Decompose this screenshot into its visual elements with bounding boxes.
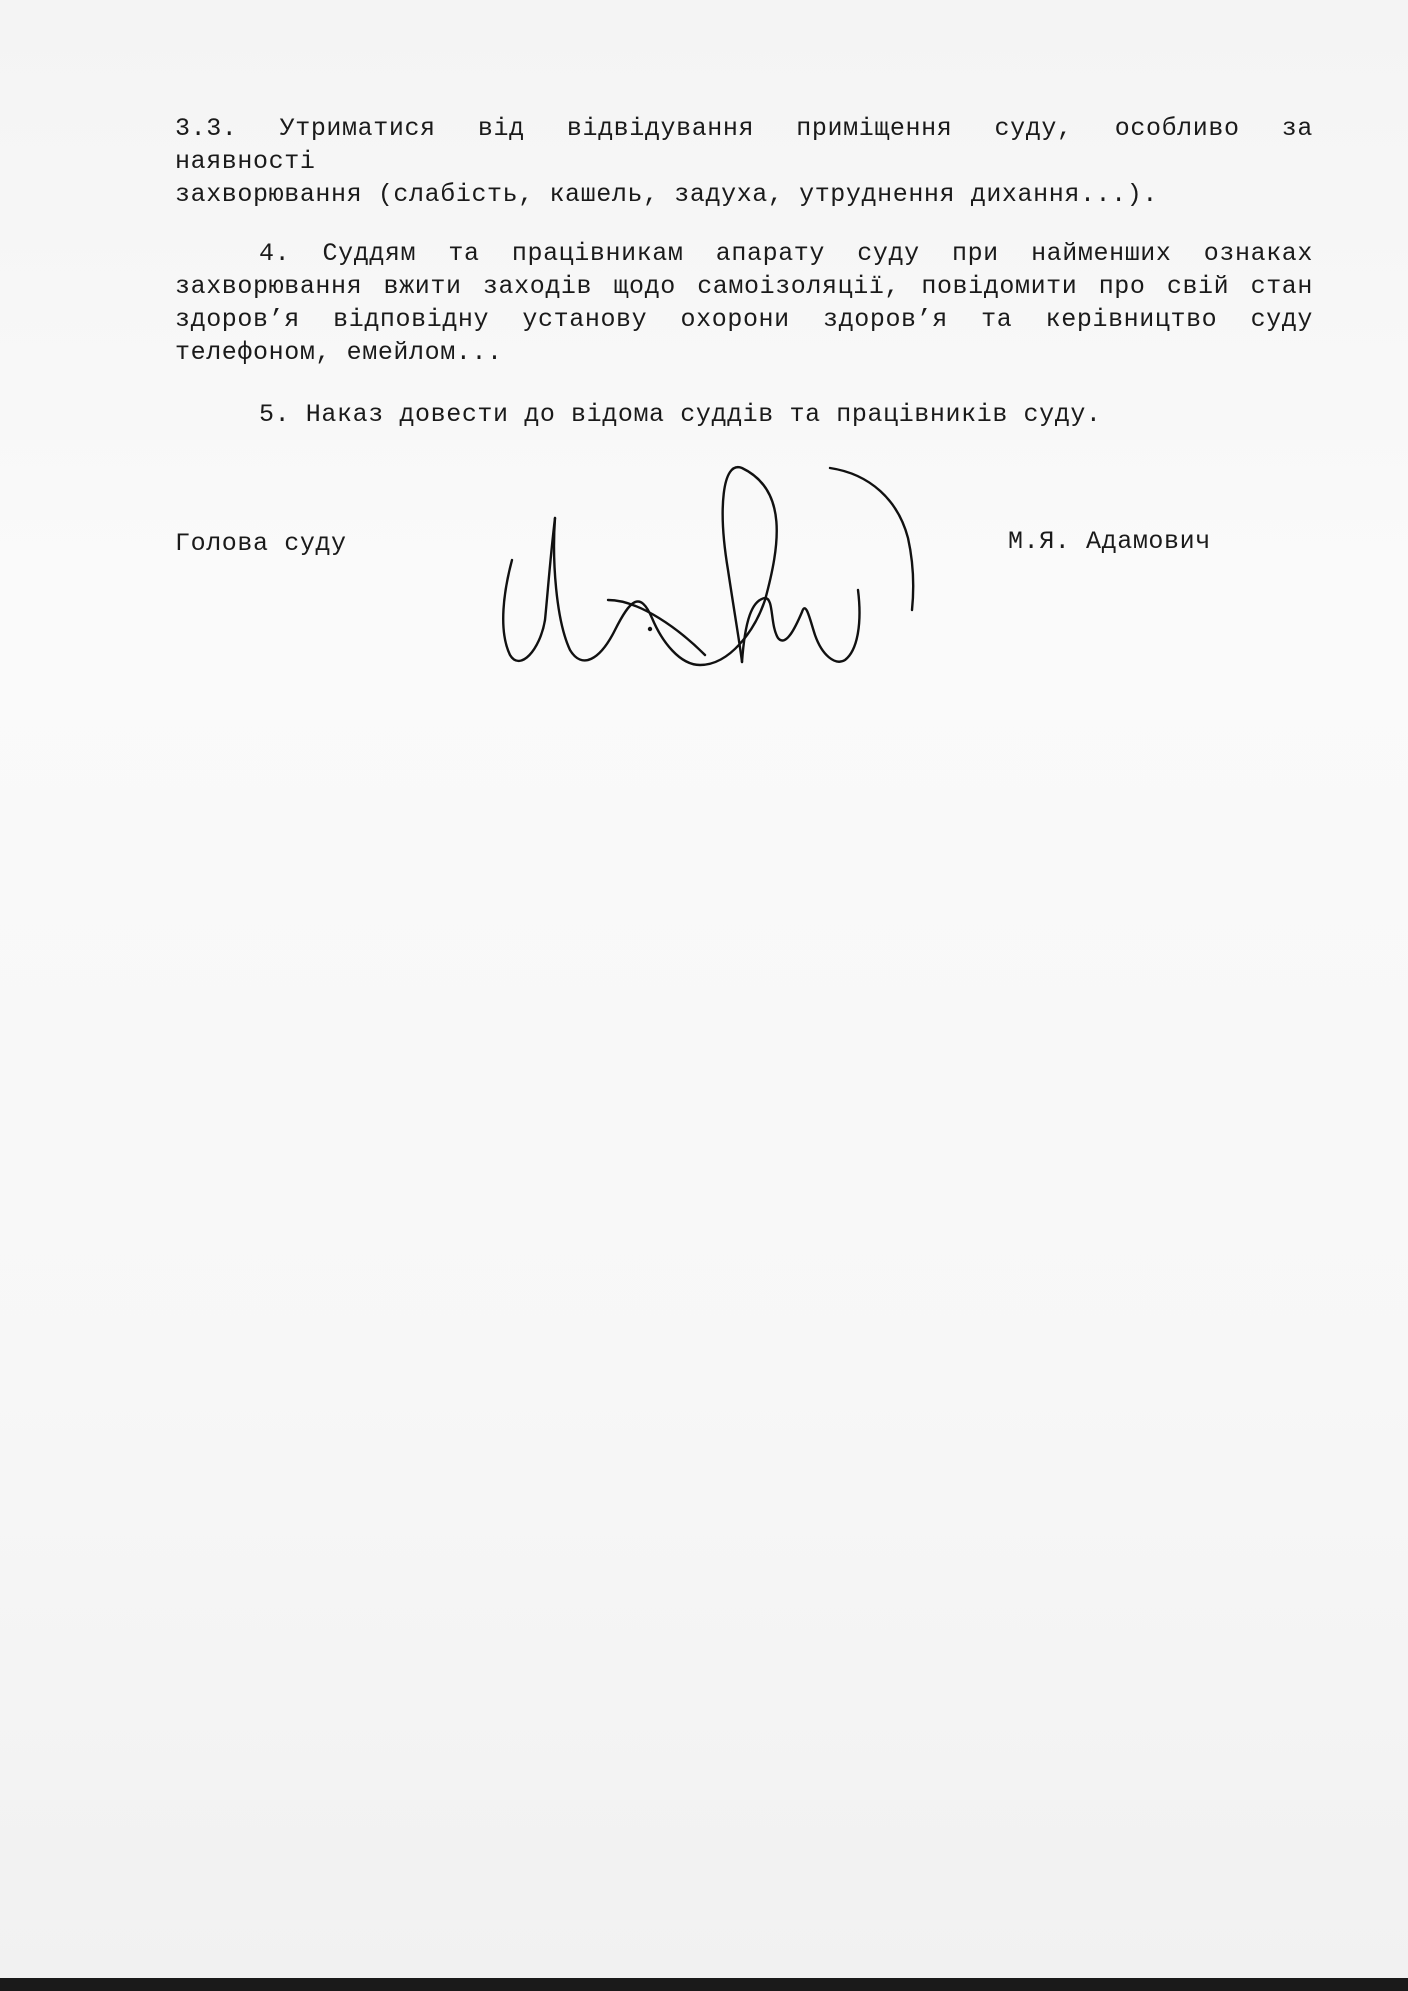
signer-name: М.Я. Адамович (1008, 527, 1211, 556)
signer-position-title: Голова суду (175, 529, 347, 558)
paragraph-3-3-line-1: 3.3. Утриматися від відвідування приміщення суду, особливо за (175, 114, 1313, 143)
paragraph-3-3-line-3: захворювання (слабість, кашель, задуха, утруднення дихання...). (175, 180, 1158, 209)
paragraph-3-3-line-2: наявності (175, 147, 316, 176)
scan-bottom-edge (0, 1978, 1408, 1991)
paragraph-5: 5. Наказ довести до відома суддів та працівників суду. (259, 400, 1102, 429)
paragraph-4: 4. Суддям та працівникам апарату суду при найменших ознаках захворювання вжити заходів щодо самоізоляції, повідомити про свій стан здоров’я відповідну установу охорони здоров’я та керівництво суду телефоном, емейлом... (175, 239, 1329, 367)
handwritten-signature (490, 450, 940, 680)
